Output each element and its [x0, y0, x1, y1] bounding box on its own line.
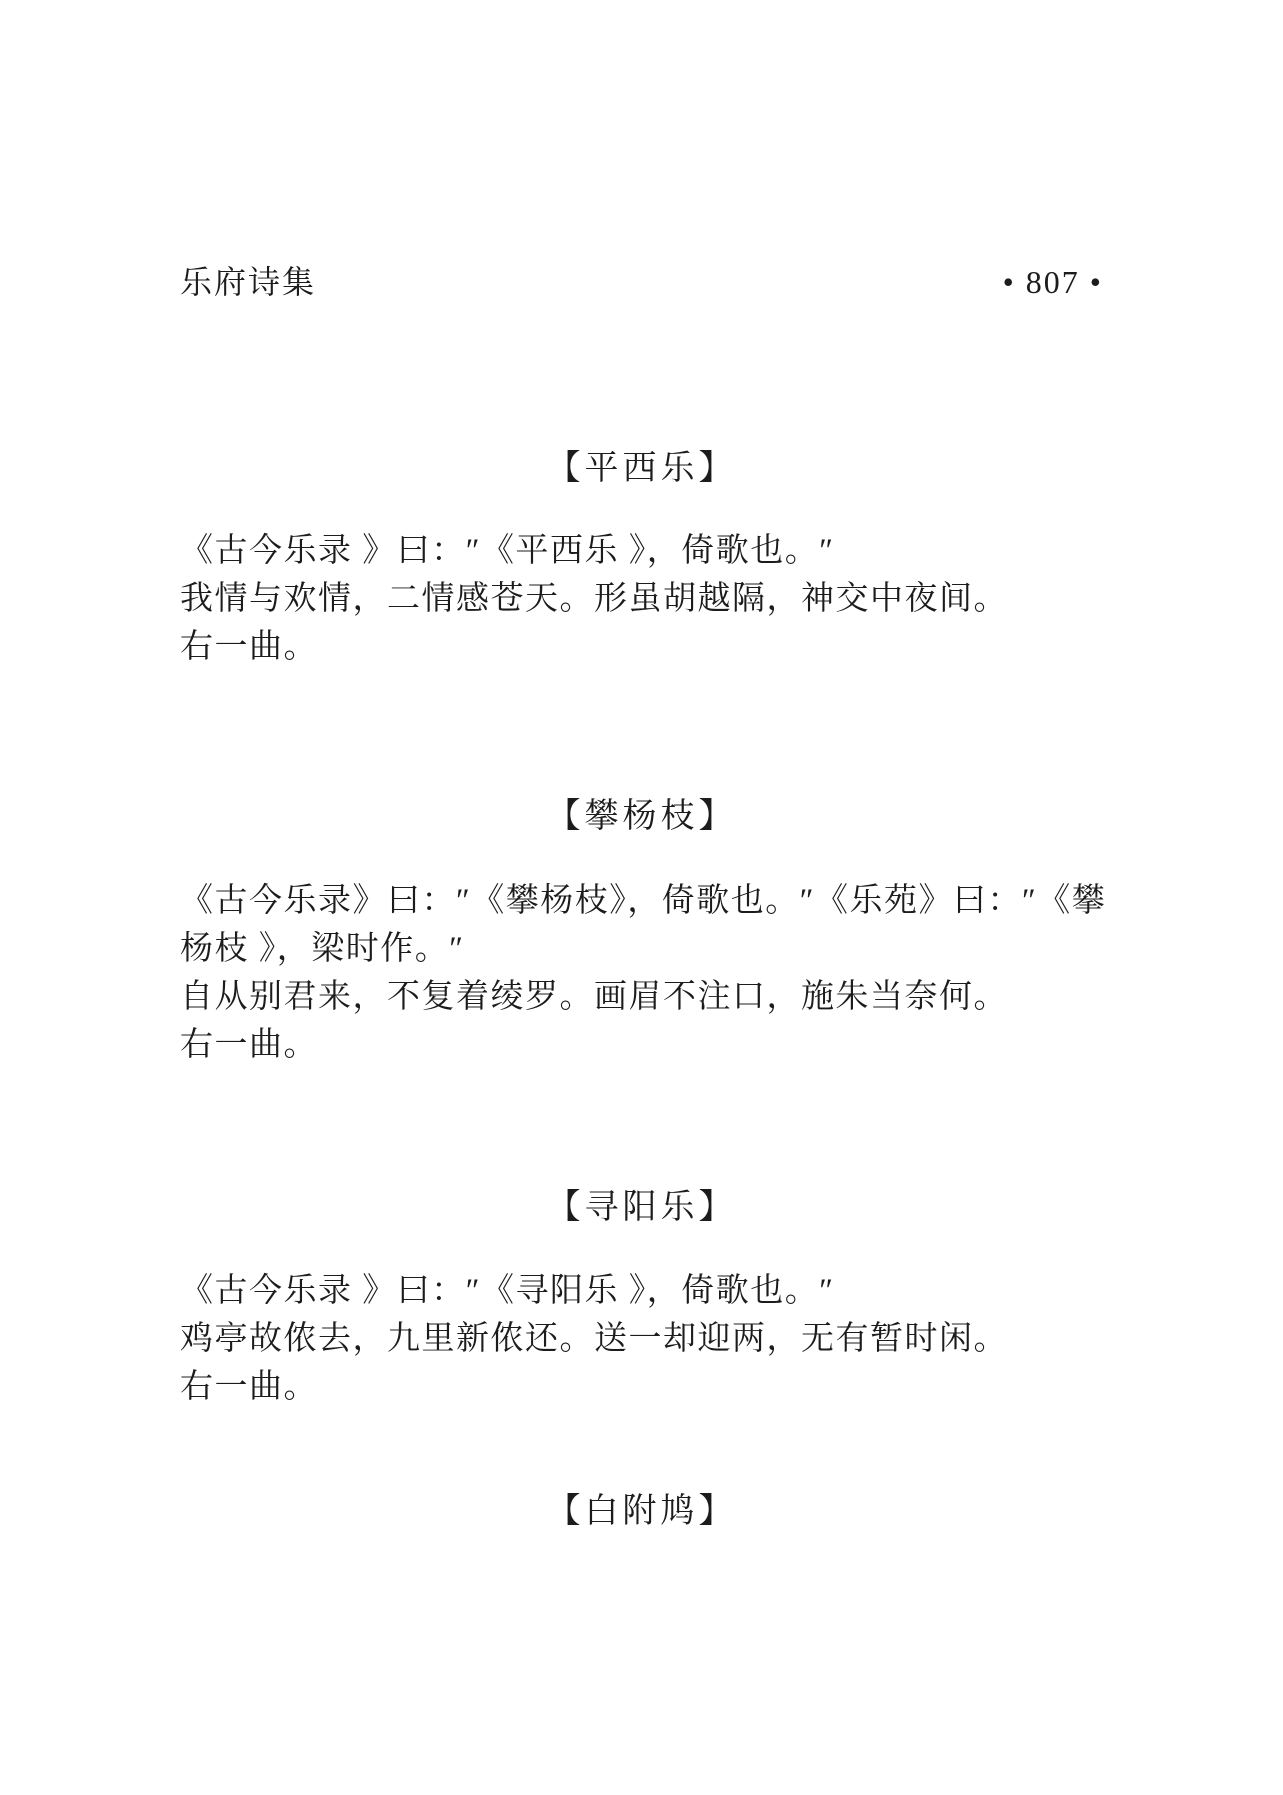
poem-line: 我情与欢情，二情感苍天。形虽胡越隔，神交中夜间。 [180, 581, 1008, 617]
page-content [0, 263, 1283, 1535]
poem-line: 鸡亭故侬去，九里新侬还。送一却迎两，无有暂时闲。 [180, 1321, 1008, 1357]
section-title-panyangzhi: 【攀杨枝】 [546, 798, 737, 835]
commentary-line: 《古今乐录》曰：″《攀杨枝》，倚歌也。″《乐苑》曰：″《攀 [180, 883, 1107, 919]
section-body-panyangzhi [180, 877, 1107, 1069]
poem-line: 自从别君来，不复着绫罗。画眉不注口，施朱当奈何。 [180, 979, 1008, 1015]
commentary-line: 《古今乐录 》曰：″《寻阳乐 》，倚歌也。″ [180, 1273, 835, 1309]
page-header [180, 263, 1103, 301]
closing-line: 右一曲。 [180, 629, 318, 665]
book-title: 乐府诗集 [180, 264, 317, 300]
closing-line: 右一曲。 [180, 1027, 318, 1063]
section-body-pingxile [180, 527, 1103, 671]
page-number: • 807 • [1002, 264, 1103, 300]
commentary-line: 《古今乐录 》曰：″《平西乐 》，倚歌也。″ [180, 533, 835, 569]
closing-line: 右一曲。 [180, 1369, 318, 1405]
section-title-baifujiu: 【白附鸠】 [546, 1493, 737, 1530]
section-body-xunyangle [180, 1267, 1103, 1411]
commentary-line: 杨枝 》，梁时作。″ [180, 931, 465, 967]
section-title-pingxile: 【平西乐】 [546, 450, 737, 487]
section-title-xunyangle: 【寻阳乐】 [546, 1189, 737, 1226]
